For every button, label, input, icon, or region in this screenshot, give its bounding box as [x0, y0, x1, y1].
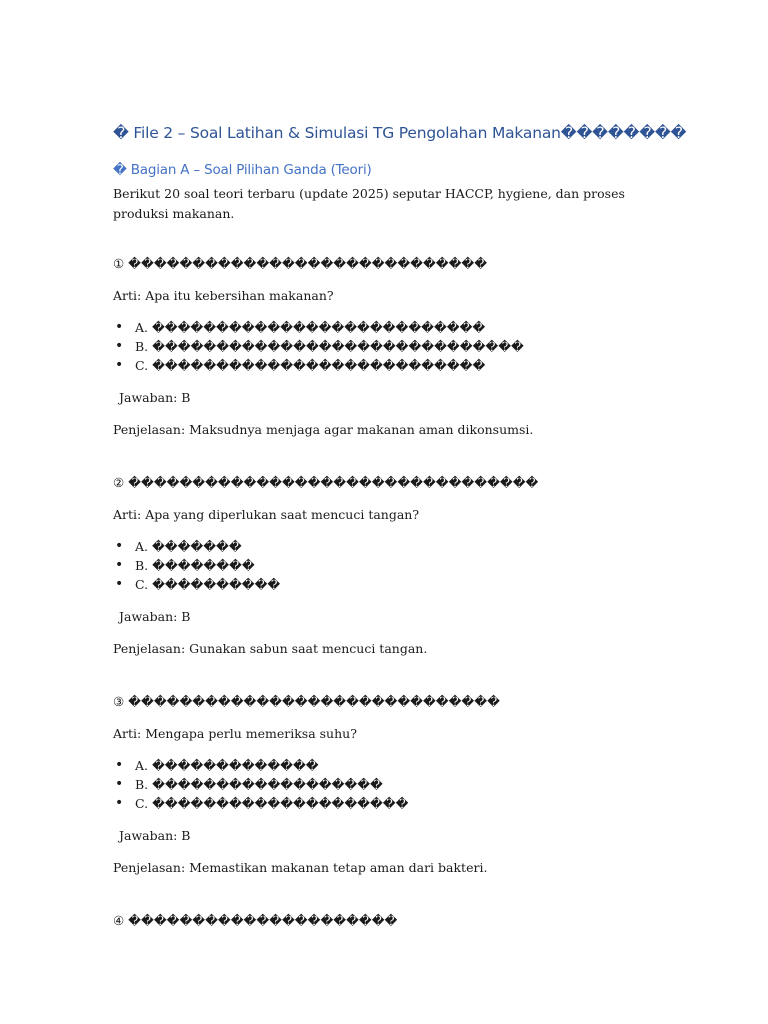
option-b: • B. ����������������������������� [113, 337, 524, 356]
intro-paragraph: Berikut 20 soal teori terbaru (update 2025) seputar HACCP, hygiene, dan proses produksi makanan. [113, 186, 625, 221]
option-list [113, 318, 524, 375]
answer-text: Jawaban: B [119, 609, 191, 624]
section-heading: � Bagian A – Soal Pilihan Ganda (Teori) [113, 162, 372, 178]
explanation-text: Penjelasan: Maksudnya menjaga agar makanan aman dikonsumsi. [113, 422, 534, 437]
question-title: ② �������������������������������� [113, 475, 539, 490]
option-list [113, 537, 280, 594]
document-title: � File 2 – Soal Latihan & Simulasi TG Pengolahan Makanan�������� [113, 124, 687, 142]
explanation-text: Penjelasan: Gunakan sabun saat mencuci tangan. [113, 641, 428, 656]
option-a: • A. ������������� [113, 756, 408, 775]
question-title: ① ���������������������������� [113, 256, 488, 271]
question-translation: Arti: Apa itu kebersihan makanan? [113, 288, 334, 303]
option-c: • C. �������������������� [113, 794, 408, 813]
option-b: • B. �������� [113, 556, 280, 575]
answer-text: Jawaban: B [119, 390, 191, 405]
option-b: • B. ������������������ [113, 775, 408, 794]
option-list [113, 756, 408, 813]
option-a: • A. ������� [113, 537, 280, 556]
option-c: • C. �������������������������� [113, 356, 524, 375]
explanation-text: Penjelasan: Memastikan makanan tetap aman dari bakteri. [113, 860, 488, 875]
option-c: • C. ���������� [113, 575, 280, 594]
question-translation: Arti: Apa yang diperlukan saat mencuci tangan? [113, 507, 420, 522]
question-translation: Arti: Mengapa perlu memeriksa suhu? [113, 726, 357, 741]
answer-text: Jawaban: B [119, 828, 191, 843]
question-title: ④ ��������������������� [113, 913, 398, 928]
option-a: • A. �������������������������� [113, 318, 524, 337]
question-title: ③ ����������������������������� [113, 694, 500, 709]
